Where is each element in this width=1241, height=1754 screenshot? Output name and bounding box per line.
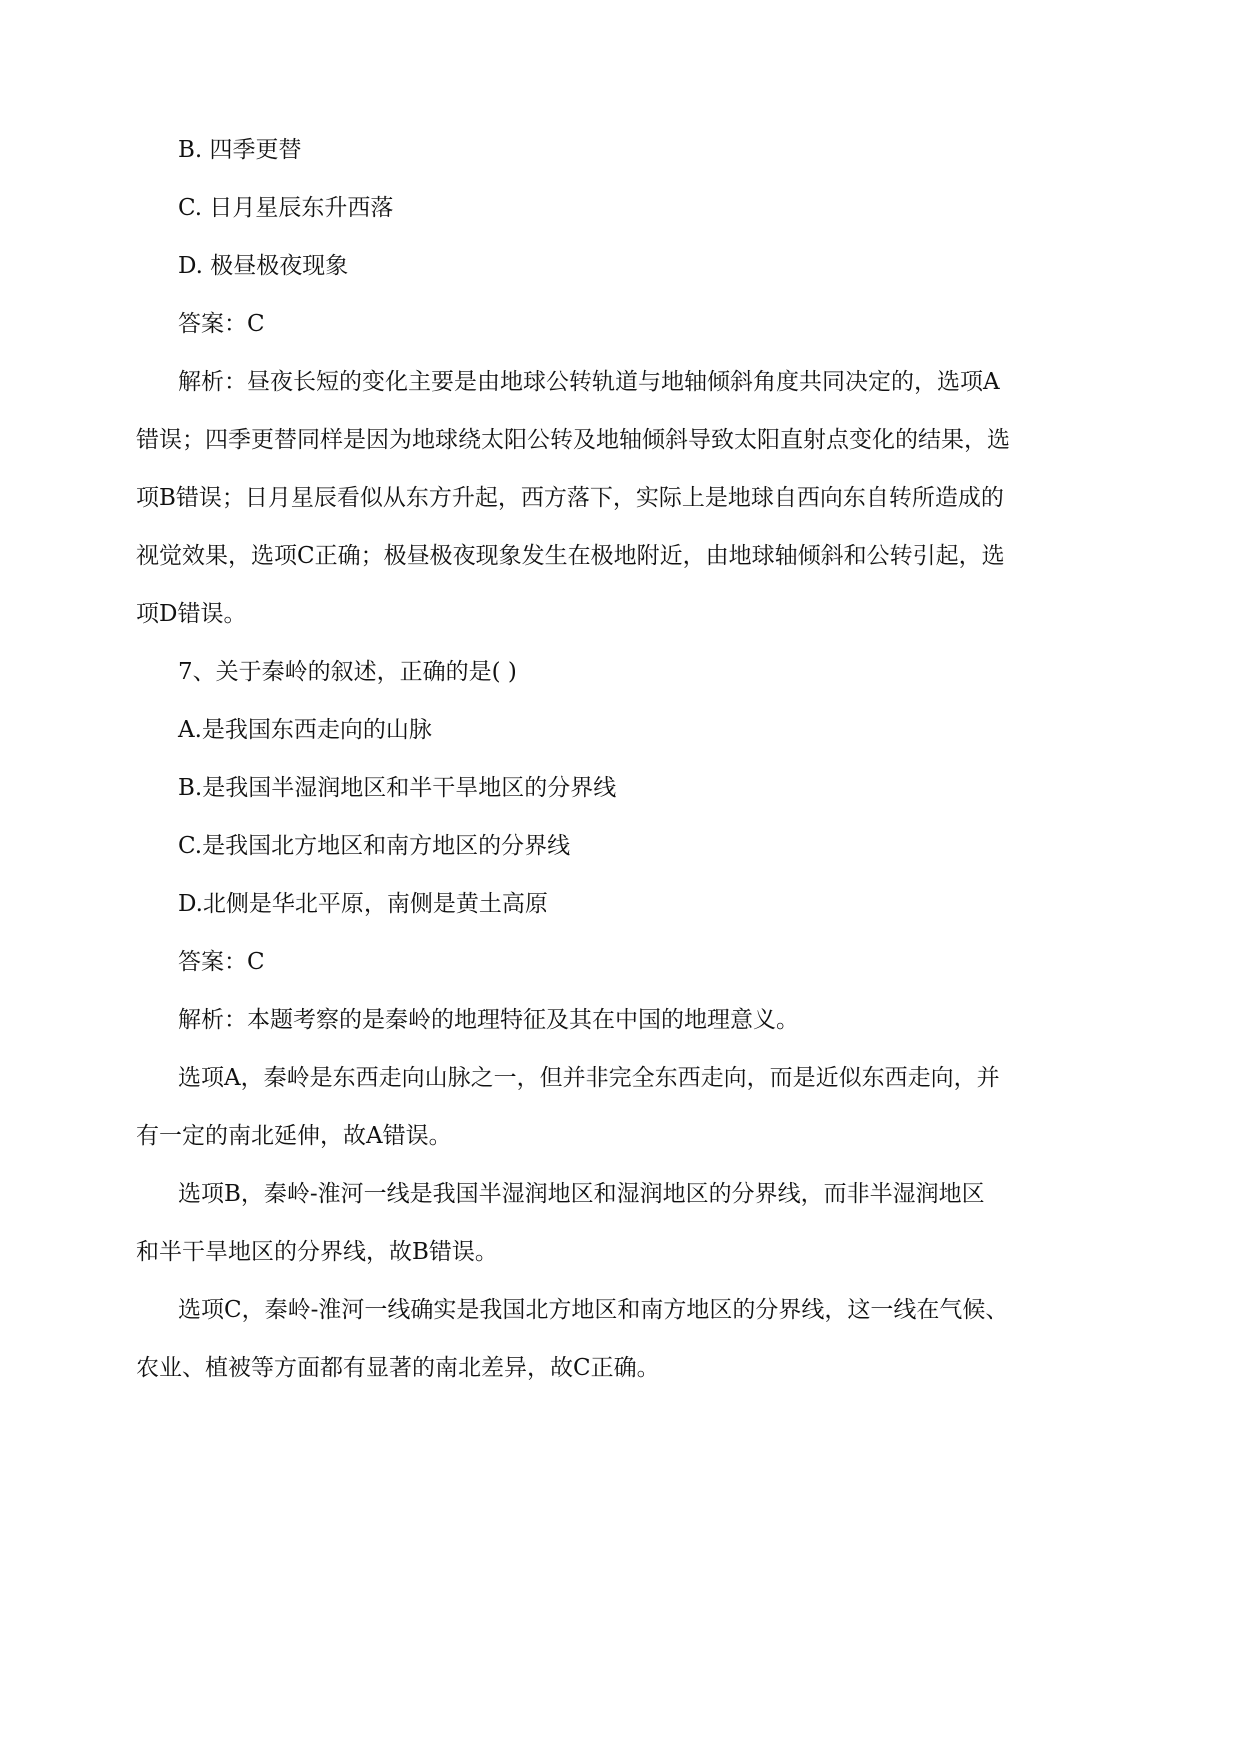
q7-analysis-option-b-line: 和半干旱地区的分界线，故B错误。: [136, 1239, 498, 1265]
q7-question: 7、关于秦岭的叙述，正确的是( ): [178, 659, 517, 685]
q6-analysis-line: 解析：昼夜长短的变化主要是由地球公转轨道与地轴倾斜角度共同决定的，选项A: [178, 369, 1000, 395]
q7-analysis-option-a-line: 选项A，秦岭是东西走向山脉之一，但并非完全东西走向，而是近似东西走向，并: [178, 1065, 1000, 1091]
q7-option-c: C.是我国北方地区和南方地区的分界线: [178, 833, 571, 859]
q6-analysis-line: 项B错误；日月星辰看似从东方升起，西方落下，实际上是地球自西向东自转所造成的: [136, 485, 1004, 511]
q6-analysis-line: 项D错误。: [136, 601, 247, 627]
q6-analysis-line: 错误；四季更替同样是因为地球绕太阳公转及地轴倾斜导致太阳直射点变化的结果，选: [136, 427, 1010, 453]
q6-option-d: D. 极昼极夜现象: [178, 253, 349, 279]
q7-answer: 答案：C: [178, 949, 265, 975]
q6-option-b: B. 四季更替: [178, 137, 302, 163]
q7-option-a: A.是我国东西走向的山脉: [178, 717, 432, 743]
q7-analysis-intro: 解析：本题考察的是秦岭的地理特征及其在中国的地理意义。: [178, 1007, 799, 1033]
q7-analysis-option-c-line: 农业、植被等方面都有显著的南北差异，故C正确。: [136, 1355, 660, 1381]
q7-analysis-option-b-line: 选项B，秦岭-淮河一线是我国半湿润地区和湿润地区的分界线，而非半湿润地区: [178, 1181, 985, 1207]
q6-option-c: C. 日月星辰东升西落: [178, 195, 394, 221]
q7-option-d: D.北侧是华北平原，南侧是黄土高原: [178, 891, 548, 917]
q7-option-b: B.是我国半湿润地区和半干旱地区的分界线: [178, 775, 617, 801]
q6-answer: 答案：C: [178, 311, 265, 337]
q7-analysis-option-a-line: 有一定的南北延伸，故A错误。: [136, 1123, 452, 1149]
q7-analysis-option-c-line: 选项C，秦岭-淮河一线确实是我国北方地区和南方地区的分界线，这一线在气候、: [178, 1297, 1009, 1323]
q6-analysis-line: 视觉效果，选项C正确；极昼极夜现象发生在极地附近，由地球轴倾斜和公转引起，选: [136, 543, 1005, 569]
